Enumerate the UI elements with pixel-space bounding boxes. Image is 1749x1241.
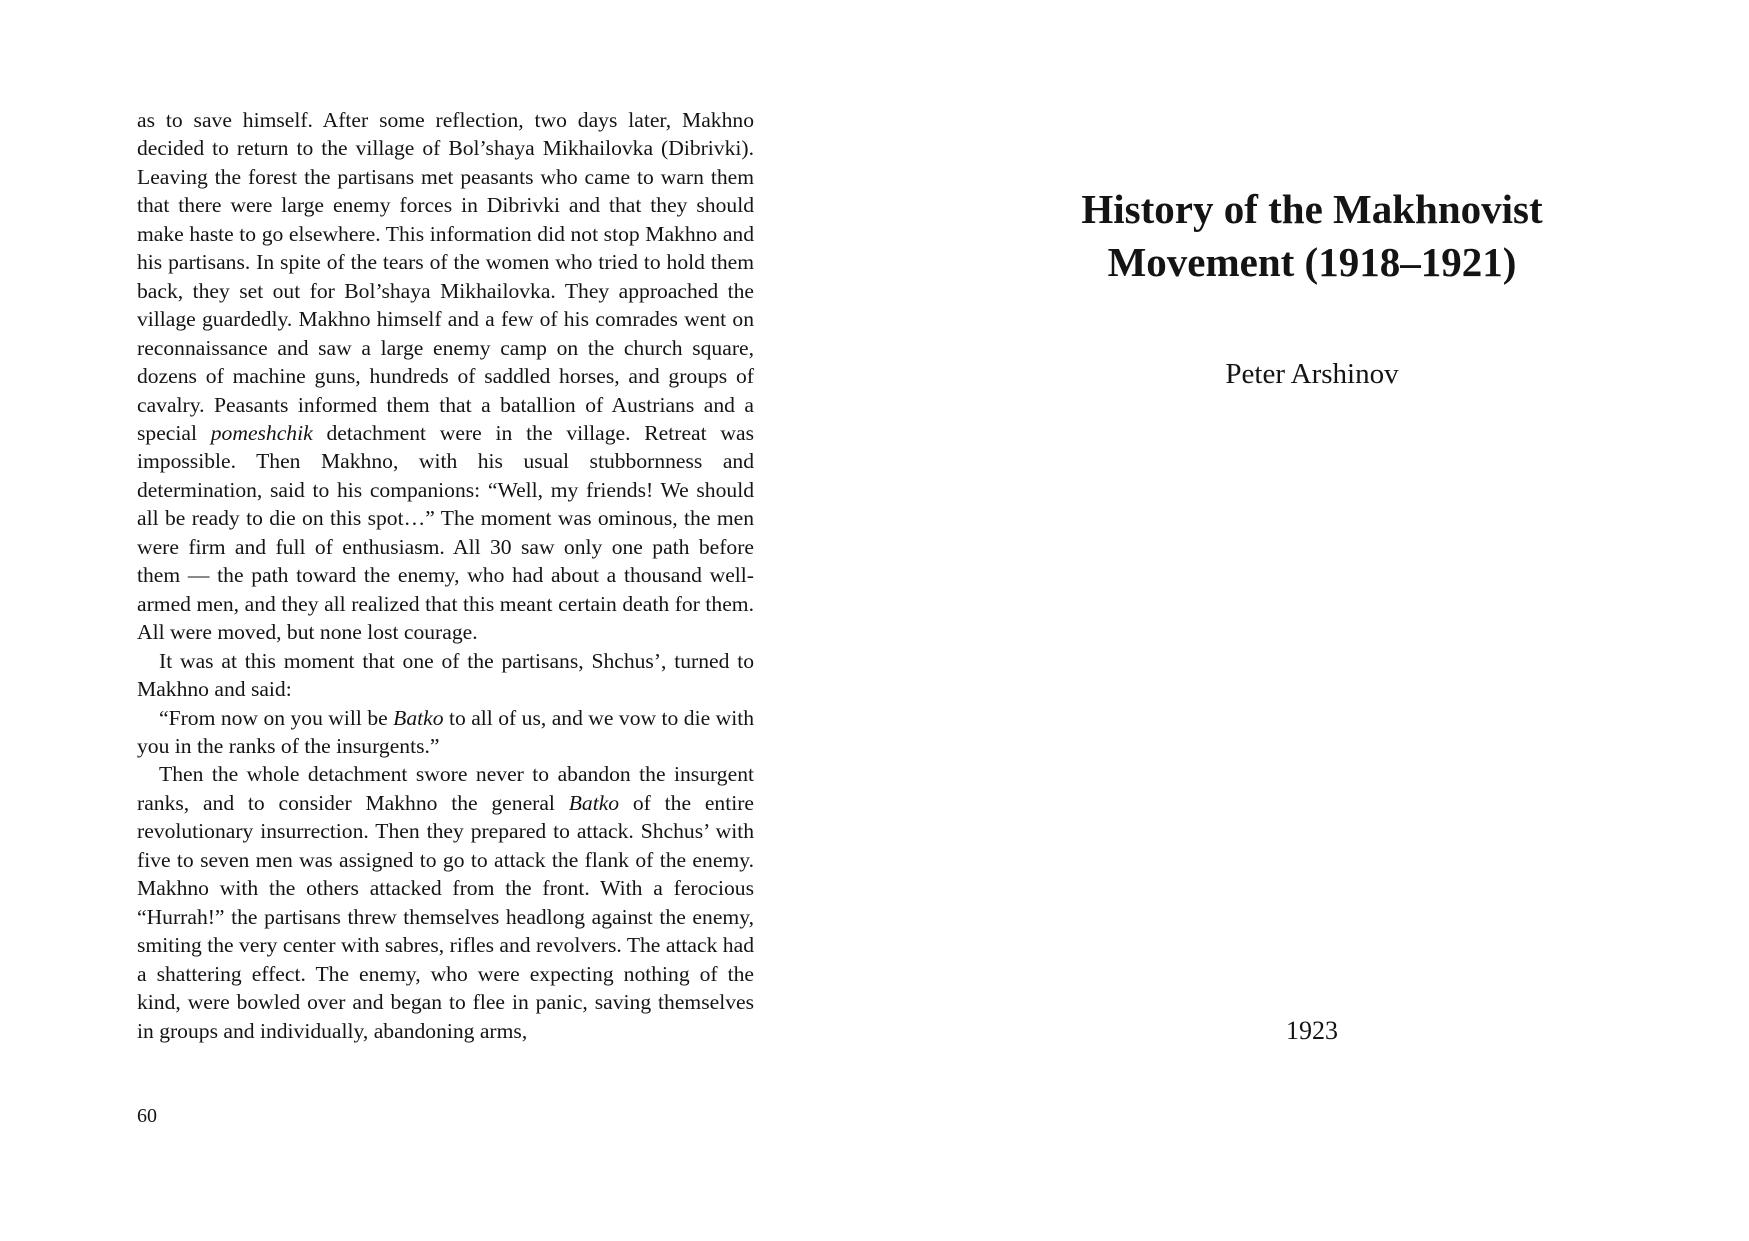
- paragraph-1: [137, 106, 754, 647]
- paragraph-1-italic-term: pomeshchik: [210, 420, 313, 445]
- left-page: [0, 0, 874, 1241]
- page-number: 60: [137, 1105, 157, 1127]
- paragraph-1-text-a: as to save himself. After some reflection, two days later, Makhno decided to return to the village of Bol’shaya Mikhailovka (Dibrivki). Leaving the forest the partisans met peasants who came to warn them that there were large enemy forces in Dibrivki and that they should make haste to go elsewhere. This information did not stop Makhno and his partisans. In spite of the tears of the women who tried to hold them back, they set out for Bol’shaya Mikhailovka. They approached the village guardedly. Makhno himself and a few of his comrades went on reconnaissance and saw a large enemy camp on the church square, dozens of machine guns, hundreds of saddled horses, and groups of cavalry. Peasants informed them that a batallion of Austrians and a special: [137, 108, 754, 445]
- publication-year: 1923: [1286, 1016, 1338, 1045]
- book-title: History of the Makhnovist Movement (1918–1921): [1081, 186, 1543, 285]
- paragraph-3: [137, 704, 754, 761]
- right-page: [875, 0, 1749, 1241]
- paragraph-4-text-a: Then the whole detachment swore never to abandon the insurgent ranks, and to consider Makhno the general: [137, 762, 754, 815]
- paragraph-3-text-b: to all of us, and we vow to die with you in the ranks of the insurgents.”: [137, 705, 754, 758]
- paragraph-2-text: It was at this moment that one of the partisans, Shchus’, turned to Makhno and said:: [137, 648, 754, 702]
- paragraph-4: [137, 760, 754, 1045]
- body-text: [137, 106, 754, 1045]
- book-author: Peter Arshinov: [1225, 358, 1399, 390]
- paragraph-2: [137, 647, 754, 704]
- paragraph-1-text-b: detachment were in the village. Retreat was impossible. Then Makhno, with his usual stubbornness and determination, said to his companions: “Well, my friends! We should all be ready to die on this spot…” The moment was ominous, the men were firm and full of enthusiasm. All 30 saw only one path before them — the path toward the enemy, who had about a thousand well-armed men, and they all realized that this meant certain death for them. All were moved, but none lost courage.: [137, 420, 754, 645]
- paragraph-3-text-a: “From now on you will be: [159, 705, 394, 730]
- paragraph-3-italic-term: Batko: [393, 705, 444, 730]
- paragraph-4-italic-term: Batko: [568, 790, 620, 815]
- paragraph-4-text-b: of the entire revolutionary insurrection. Then they prepared to attack. Shchus’ with five to seven men was assigned to go to attack the flank of the enemy. Makhno with the others attacked from the front. With a ferocious “Hurrah!” the partisans threw themselves headlong against the enemy, smiting the very center with sabres, rifles and revolvers. The attack had a shattering effect. The enemy, who were expecting nothing of the kind, were bowled over and began to flee in panic, saving themselves in groups and individually, abandoning arms,: [137, 790, 754, 1043]
